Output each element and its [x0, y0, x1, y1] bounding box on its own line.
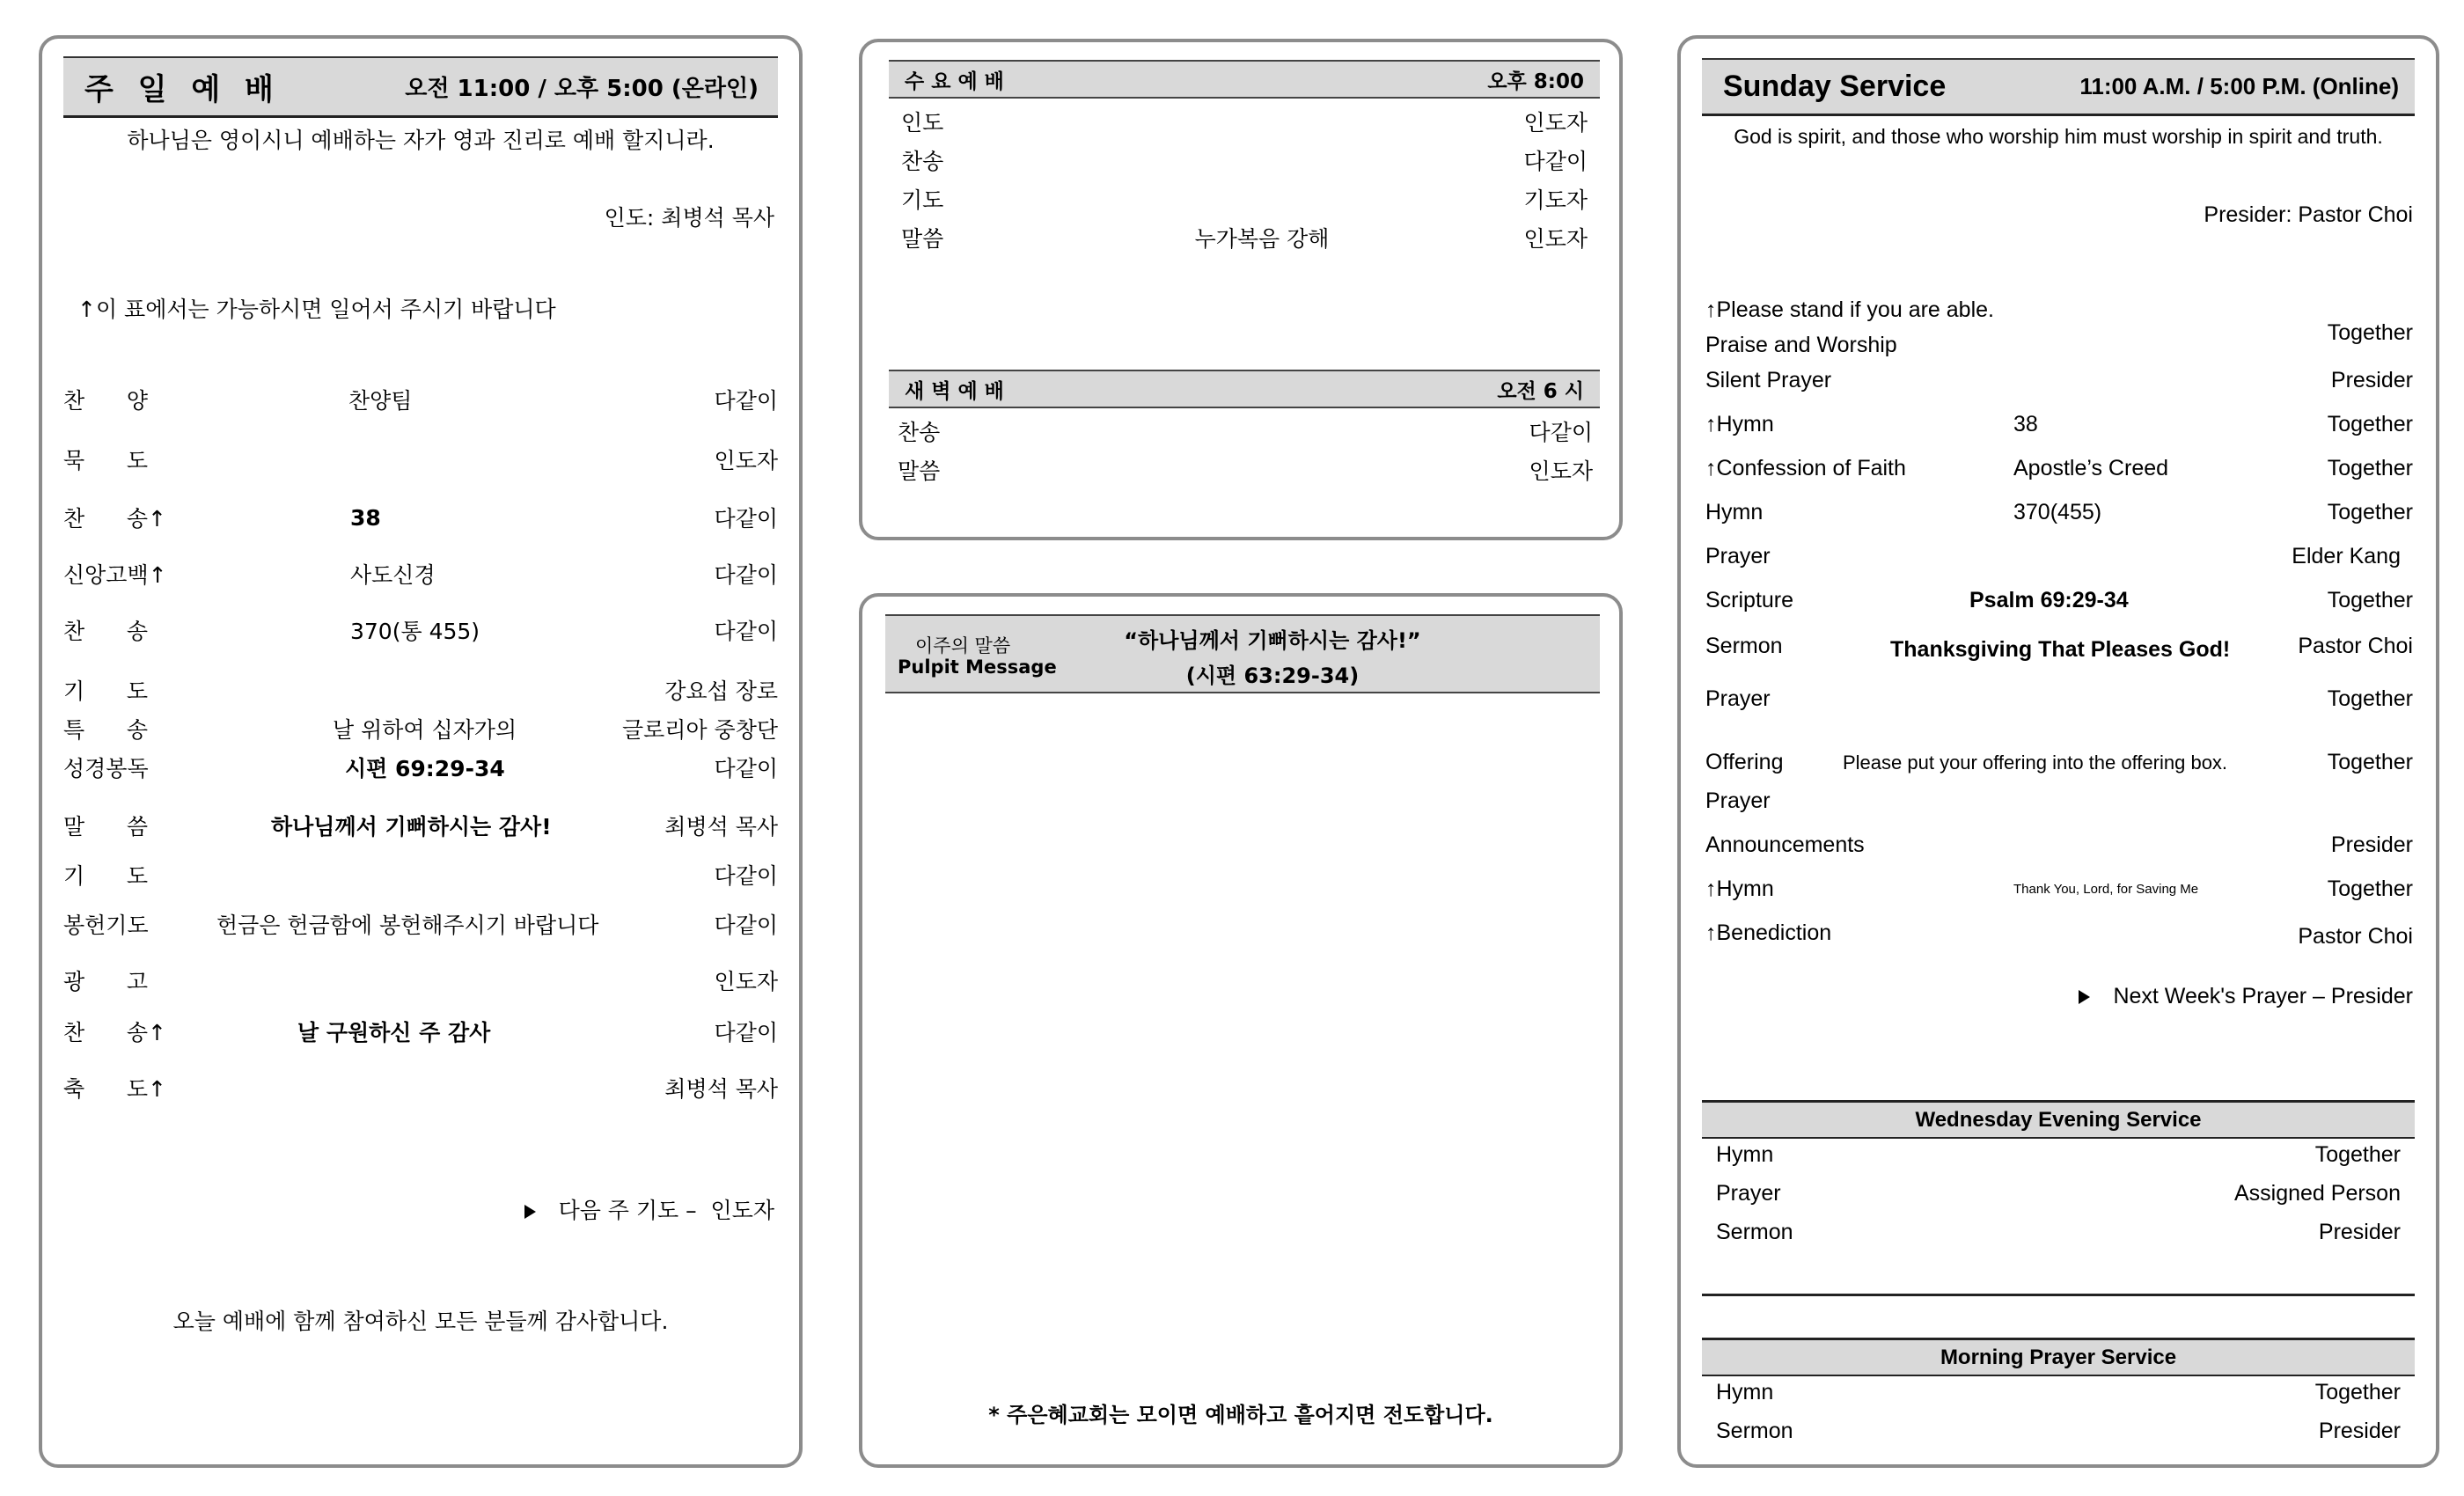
play-triangle-icon [2079, 990, 2090, 1004]
korean-next-week [524, 1193, 774, 1225]
english-order-detail: 38 [2013, 412, 2038, 436]
korean-order-detail: 헌금은 헌금함에 봉헌해주시기 바랍니다 [216, 913, 599, 938]
english-order-detail: Please put your offering into the offering box. [1843, 751, 2228, 774]
wednesday-en-header [1702, 1100, 2415, 1139]
english-order-row [1705, 876, 2413, 902]
korean-order-name: 축 도↑ [63, 1076, 166, 1102]
korean-order-row [63, 752, 778, 783]
english-order-leader: Pastor Choi [2298, 634, 2413, 658]
wednesday-en-leader: Together [2314, 1142, 2401, 1167]
wednesday-en-name: Sermon [1716, 1220, 1793, 1244]
english-order-name: Sermon [1705, 634, 1783, 658]
english-order-leader: Together [2327, 686, 2413, 711]
wednesday-en-row [1716, 1220, 2401, 1245]
morning-en-name: Sermon [1716, 1419, 1793, 1443]
english-order-row [1705, 686, 2413, 712]
wednesday-ko-row [901, 183, 1588, 215]
dawn-ko-leader: 다같이 [1529, 420, 1593, 445]
english-order-name: Announcements [1705, 832, 1865, 857]
english-order-name: ↑Benediction [1705, 920, 1832, 945]
korean-order-leader: 강요섭 장로 [664, 678, 778, 704]
korean-order-name: 찬 양 [63, 388, 148, 414]
english-order-row [1705, 750, 2413, 775]
english-order-row [1705, 544, 2413, 569]
korean-sunday-time: 오전 11:00 / 오후 5:00 (온라인) [405, 76, 759, 102]
pulpit-label-ko: 이주의 말씀 [915, 635, 1011, 656]
korean-thanks: 오늘 예배에 함께 참여하신 모든 분들께 감사합니다. [172, 1309, 669, 1334]
english-order-row [1705, 788, 2413, 814]
english-order-name: ↑Confession of Faith [1705, 456, 1906, 480]
korean-order-leader: 다같이 [714, 619, 778, 644]
korean-order-name: 찬 송 [63, 619, 148, 644]
wednesday-ko-leader: 다같이 [1523, 149, 1588, 174]
dawn-ko-row [898, 415, 1593, 447]
english-order-row [1705, 832, 2413, 858]
korean-order-row [63, 614, 778, 646]
dawn-ko-name: 찬송 [898, 420, 941, 445]
pulpit-label-en: Pulpit Message [898, 656, 1057, 678]
korean-order-row [63, 810, 778, 841]
korean-order-leader: 다같이 [714, 863, 778, 889]
wednesday-en-leader: Assigned Person [2233, 1181, 2401, 1206]
korean-stand-note: ↑이 표에서는 가능하시면 일어서 주시기 바랍니다 [77, 297, 556, 322]
wednesday-ko-row [901, 222, 1588, 253]
morning-en-row [1716, 1419, 2401, 1444]
korean-order-name: 봉헌기도 [63, 913, 149, 938]
korean-order-detail: 찬양팀 [348, 388, 413, 414]
korean-next-week-text: 다음 주 기도 – 인도자 [558, 1198, 774, 1223]
english-next-week [2079, 984, 2413, 1009]
wednesday-ko-name: 말씀 [901, 226, 944, 252]
korean-order-leader: 다같이 [714, 1020, 778, 1045]
korean-order-detail: 날 구원하신 주 감사 [297, 1020, 491, 1045]
korean-sunday-panel [39, 35, 803, 1468]
korean-order-name: 기 도 [63, 678, 148, 704]
english-order-leader: Together [2327, 876, 2413, 901]
english-order-detail: Apostle’s Creed [2013, 456, 2169, 480]
korean-order-leader: 다같이 [714, 913, 778, 938]
dawn-ko-leader: 인도자 [1529, 458, 1593, 484]
korean-order-leader: 인도자 [714, 448, 778, 473]
english-sunday-verse: God is spirit, and those who worship him must worship in spirit and truth. [1734, 125, 2383, 148]
korean-order-name: 기 도 [63, 863, 148, 889]
english-order-row [1705, 456, 2413, 481]
english-order-name: Praise and Worship [1705, 333, 1897, 357]
english-stand-note: ↑Please stand if you are able. [1705, 297, 1994, 322]
pulpit-title: “하나님께서 기뻐하시는 감사!” [1124, 628, 1421, 653]
korean-order-row [63, 964, 778, 996]
korean-order-detail: 사도신경 [350, 562, 436, 588]
english-sunday-presider: Presider: Pastor Choi [2204, 202, 2413, 227]
korean-order-leader: 다같이 [714, 506, 778, 532]
english-order-row [1705, 412, 2413, 437]
english-order-leader: Presider [2330, 368, 2413, 392]
english-order-row [1705, 500, 2413, 525]
english-order-row [1705, 588, 2413, 613]
wednesday-ko-leader: 인도자 [1523, 226, 1588, 252]
morning-en-header [1702, 1338, 2415, 1376]
korean-order-name: 찬 송↑ [63, 506, 166, 532]
korean-order-row [63, 674, 778, 706]
wednesday-en-leader: Presider [2318, 1220, 2401, 1244]
english-order-detail: 370(455) [2013, 500, 2102, 524]
english-order-detail: Thanksgiving That Pleases God! [1890, 637, 2231, 662]
dawn-ko-time: 오전 6 시 [1497, 379, 1584, 403]
korean-order-leader: 다같이 [714, 562, 778, 588]
wednesday-ko-header [889, 60, 1600, 99]
wednesday-ko-name: 인도 [901, 110, 944, 136]
english-order-name: ↑Hymn [1705, 412, 1774, 436]
english-order-detail: Thank You, Lord, for Saving Me [2013, 882, 2199, 897]
english-sunday-panel [1677, 35, 2439, 1468]
dawn-ko-row [898, 454, 1593, 486]
english-order-leader: Together [2327, 320, 2413, 345]
korean-sunday-verse: 하나님은 영이시니 예배하는 자가 영과 진리로 예배 할지니라. [127, 128, 715, 153]
korean-order-row [63, 384, 778, 415]
english-order-name: Prayer [1705, 544, 1771, 568]
wednesday-ko-title: 수 요 예 배 [905, 70, 1004, 93]
morning-en-leader: Presider [2318, 1419, 2401, 1443]
section-divider [1702, 1294, 2415, 1296]
wednesday-ko-name: 기도 [901, 187, 944, 213]
english-order-row [1705, 320, 2413, 358]
morning-en-leader: Together [2314, 1380, 2401, 1404]
english-order-name: Prayer [1705, 788, 1771, 813]
korean-order-detail: 370(통 455) [350, 619, 480, 644]
korean-order-detail: 38 [350, 504, 381, 531]
english-order-leader: Elder Kang [2292, 544, 2401, 568]
wednesday-en-name: Hymn [1716, 1142, 1774, 1167]
korean-sunday-presider: 인도: 최병석 목사 [604, 205, 774, 231]
english-order-row [1705, 368, 2413, 393]
korean-order-leader: 다같이 [714, 388, 778, 414]
korean-order-row [63, 908, 778, 940]
korean-order-row [63, 502, 778, 533]
english-sunday-header [1702, 58, 2415, 116]
wednesday-ko-row [901, 144, 1588, 176]
english-order-leader: Together [2327, 750, 2413, 774]
korean-order-name: 말 씀 [63, 814, 148, 840]
korean-order-row [63, 444, 778, 475]
korean-order-leader: 최병석 목사 [664, 1076, 778, 1102]
korean-order-name: 찬 송↑ [63, 1020, 166, 1045]
english-order-name: Offering [1705, 750, 1784, 774]
pulpit-message-header [885, 614, 1600, 693]
english-order-leader: Presider [2330, 832, 2413, 857]
korean-order-name: 신앙고백↑ [63, 562, 167, 588]
korean-sunday-title: 주 일 예 배 [84, 72, 281, 107]
pulpit-reference: (시편 63:29-34) [1185, 664, 1360, 688]
english-order-leader: Together [2327, 412, 2413, 436]
wednesday-en-row [1716, 1142, 2401, 1168]
korean-order-row [63, 1072, 778, 1104]
english-sunday-time: 11:00 A.M. / 5:00 P.M. (Online) [2079, 73, 2399, 99]
wednesday-ko-row [901, 106, 1588, 137]
morning-en-name: Hymn [1716, 1380, 1774, 1404]
korean-order-leader: 글로리아 중창단 [622, 717, 778, 743]
korean-weekday-panel [859, 39, 1623, 540]
wednesday-ko-time: 오후 8:00 [1487, 70, 1584, 93]
korean-order-detail: 시편 69:29-34 [345, 756, 505, 781]
english-order-detail: Psalm 69:29-34 [1969, 588, 2129, 612]
english-order-name: ↑Hymn [1705, 876, 1774, 901]
wednesday-en-name: Prayer [1716, 1181, 1781, 1206]
morning-en-title: Morning Prayer Service [1940, 1345, 2177, 1369]
english-order-row [1705, 920, 2413, 949]
english-order-name: Hymn [1705, 500, 1764, 524]
wednesday-ko-detail: 누가복음 강해 [1194, 226, 1330, 252]
morning-en-row [1716, 1380, 2401, 1405]
korean-order-name: 광 고 [63, 969, 148, 994]
english-next-week-text: Next Week's Prayer – Presider [2113, 984, 2413, 1008]
korean-order-leader: 다같이 [714, 756, 778, 781]
korean-order-leader: 인도자 [714, 969, 778, 994]
english-sunday-title: Sunday Service [1723, 70, 1947, 103]
english-order-row [1705, 634, 2413, 662]
dawn-ko-header [889, 370, 1600, 408]
korean-sunday-header [63, 56, 778, 118]
wednesday-en-row [1716, 1181, 2401, 1206]
english-order-name: Silent Prayer [1705, 368, 1832, 392]
korean-order-name: 묵 도 [63, 448, 148, 473]
korean-order-row [63, 1016, 778, 1047]
korean-order-leader: 최병석 목사 [664, 814, 778, 840]
pulpit-panel [859, 593, 1623, 1468]
church-motto: * 주은혜교회는 모이면 예배하고 흩어지면 전도합니다. [988, 1403, 1493, 1427]
wednesday-ko-leader: 인도자 [1523, 110, 1588, 136]
korean-order-row [63, 558, 778, 590]
korean-order-detail: 하나님께서 기뻐하시는 감사! [271, 814, 552, 840]
dawn-ko-name: 말씀 [898, 458, 941, 484]
wednesday-en-title: Wednesday Evening Service [1915, 1107, 2202, 1132]
korean-order-row [63, 713, 778, 744]
play-triangle-icon [524, 1205, 536, 1219]
english-order-name: Prayer [1705, 686, 1771, 711]
wednesday-ko-leader: 기도자 [1523, 187, 1588, 213]
english-order-leader: Together [2327, 588, 2413, 612]
korean-order-row [63, 859, 778, 891]
english-order-name: Scripture [1705, 588, 1794, 612]
dawn-ko-title: 새 벽 예 배 [905, 379, 1004, 403]
wednesday-ko-name: 찬송 [901, 149, 944, 174]
korean-order-name: 특 송 [63, 717, 148, 743]
english-order-leader: Together [2327, 456, 2413, 480]
english-order-leader: Together [2327, 500, 2413, 524]
korean-order-name: 성경봉독 [63, 756, 149, 781]
korean-order-detail: 날 위하여 십자가의 [333, 717, 517, 743]
english-order-leader: Pastor Choi [2298, 924, 2413, 949]
